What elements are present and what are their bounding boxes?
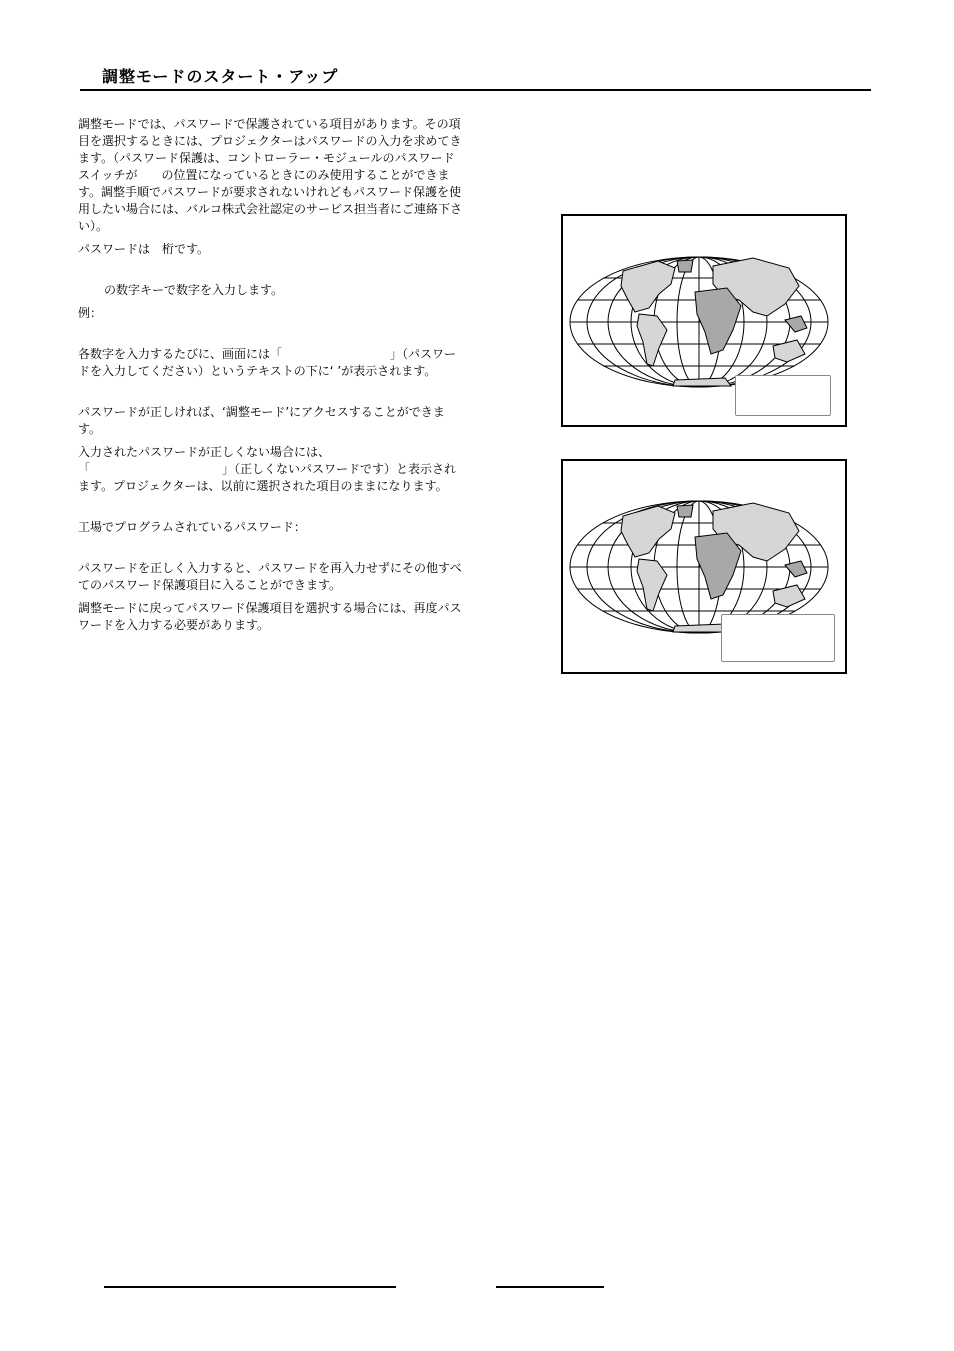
paragraph-keypad: の数字キーで数字を入力します。 <box>104 283 284 297</box>
footer-rule <box>104 1286 396 1288</box>
paragraph-each-digit: 各数字を入力するたびに、画面には「 」（パスワードを入力してください）というテキストの下に‘ ’が表示されます。 <box>78 347 457 378</box>
osd-message-box <box>735 375 831 416</box>
paragraph-example: 例： <box>78 306 103 320</box>
paragraph-incorrect: 入力されたパスワードが正しくない場合には、「 」（正しくないパスワードです）と表示されます。プロジェクターは、以前に選択された項目のままになります。 <box>78 445 457 493</box>
page-title: 調整モードのスタート・アップ <box>102 67 339 86</box>
osd-message-box <box>721 614 835 662</box>
paragraph-no-reentry: パスワードを正しく入力すると、パスワードを再入力せずにその他すべてのパスワード保護項目に入ることができます。 <box>78 561 462 592</box>
screen-figure-2 <box>561 459 847 674</box>
body-text <box>78 116 479 634</box>
header-rule <box>80 89 871 91</box>
paragraph-reenter: 調整モードに戻ってパスワード保護項目を選択する場合には、再度パスワードを入力する必要があります。 <box>78 601 462 632</box>
paragraph-factory: 工場でプログラムされているパスワード： <box>78 520 306 534</box>
footer-rule-right <box>496 1286 604 1288</box>
paragraph-intro: 調整モードでは、パスワードで保護されている項目があります。その項目を選択するときには、プロジェクターはパスワードの入力を求めてきます。（パスワード保護は、コントローラー・モジュールのパスワード スイッチが の位置になっているときにのみ使用することができます。調整手順でパスワードが要求されないけれどもパスワード保護を使用したい場合には、バルコ株式会社認定のサービス担当者にご連絡下さい）。 <box>78 117 479 233</box>
screen-figure-1 <box>561 214 847 427</box>
paragraph-correct: パスワードが正しければ、‘調整モード’にアクセスすることができます。 <box>78 405 445 436</box>
paragraph-digits: パスワードは 桁です。 <box>78 242 210 256</box>
